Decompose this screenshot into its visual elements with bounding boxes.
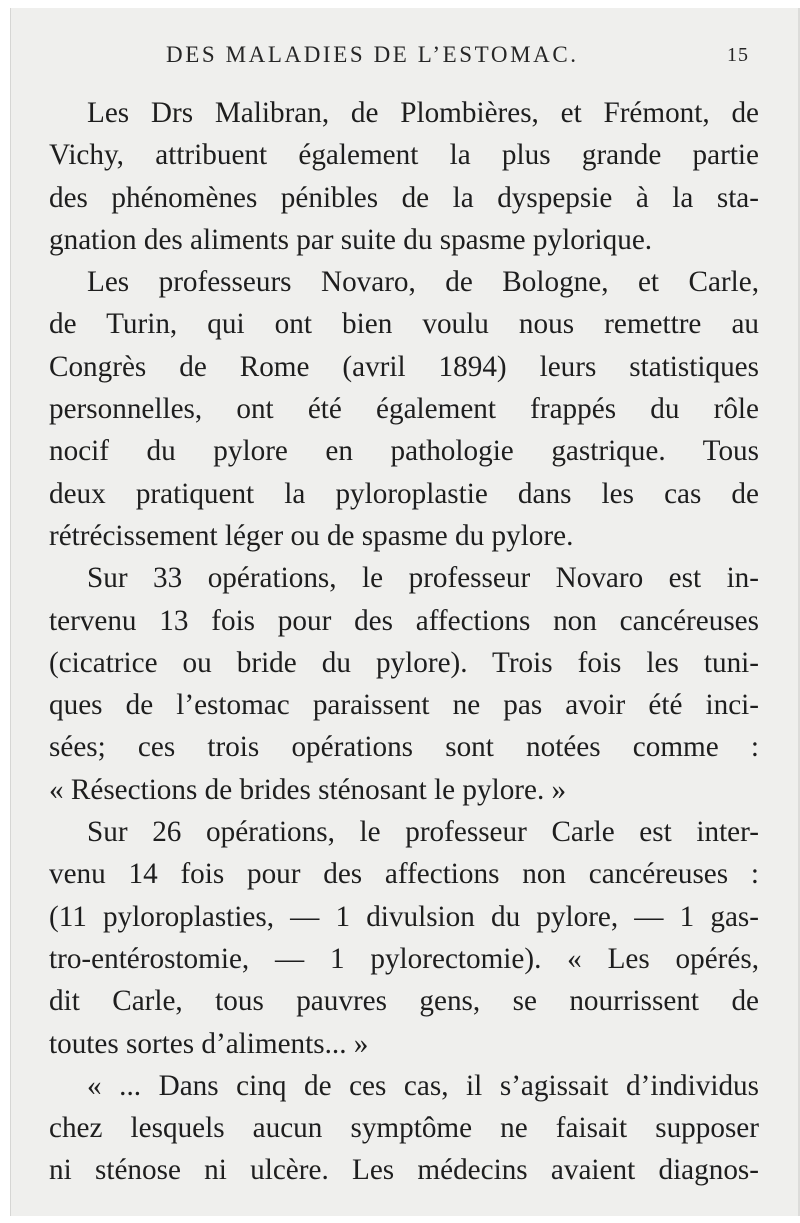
text-line: venu 14 fois pour des affections non cancéreuses : [49, 858, 759, 891]
text-line: (11 pyloroplasties, — 1 divulsion du pylore, — 1 gas- [49, 900, 759, 933]
text-line: ques de l’estomac paraissent ne pas avoir été inci- [49, 689, 759, 722]
text-line: deux pratiquent la pyloroplastie dans les cas de [49, 477, 759, 510]
text-line: (cicatrice ou bride du pylore). Trois fois les tuni- [49, 646, 759, 679]
body-text [49, 92, 759, 1192]
page-number: 15 [727, 44, 749, 66]
text-line: de Turin, qui ont bien voulu nous remettre au [49, 308, 759, 341]
text-line: Congrès de Rome (avril 1894) leurs statistiques [49, 350, 759, 383]
text-line: Vichy, attribuent également la plus grande partie [49, 139, 759, 172]
text-line: tro-entérostomie, — 1 pylorectomie). « Les opérés, [49, 942, 759, 975]
text-line: chez lesquels aucun symptôme ne faisait supposer [49, 1112, 759, 1145]
text-line: rétrécissement léger ou de spasme du pylore. [49, 519, 574, 552]
text-line: ni sténose ni ulcère. Les médecins avaient diagnos- [49, 1154, 759, 1187]
text-line: Sur 33 opérations, le professeur Novaro est in- [87, 562, 759, 595]
text-line: Les Drs Malibran, de Plombières, et Frémont, de [87, 97, 759, 129]
text-line: des phénomènes pénibles de la dyspepsie à la sta- [49, 181, 759, 214]
running-title: DES MALADIES DE L’ESTOMAC. [166, 42, 579, 67]
text-line: gnation des aliments par suite du spasme pylorique. [49, 223, 653, 256]
text-line: dit Carle, tous pauvres gens, se nourrissent de [49, 985, 759, 1018]
text-line: « Résections de brides sténosant le pylore. » [49, 773, 567, 806]
text-line: nocif du pylore en pathologie gastrique. Tous [49, 435, 759, 468]
text-line: Les professeurs Novaro, de Bologne, et Carle, [87, 266, 759, 299]
text-line: personnelles, ont été également frappés du rôle [49, 393, 759, 426]
text-line: « ... Dans cinq de ces cas, il s’agissait d’individus [87, 1069, 759, 1102]
text-line: tervenu 13 fois pour des affections non cancéreuses [49, 604, 759, 637]
text-line: toutes sortes d’aliments... » [49, 1027, 369, 1060]
text-line: sées; ces trois opérations sont notées comme : [49, 731, 759, 764]
page-header [11, 42, 800, 72]
text-line: Sur 26 opérations, le professeur Carle est inter- [87, 816, 759, 849]
book-page [10, 8, 800, 1216]
